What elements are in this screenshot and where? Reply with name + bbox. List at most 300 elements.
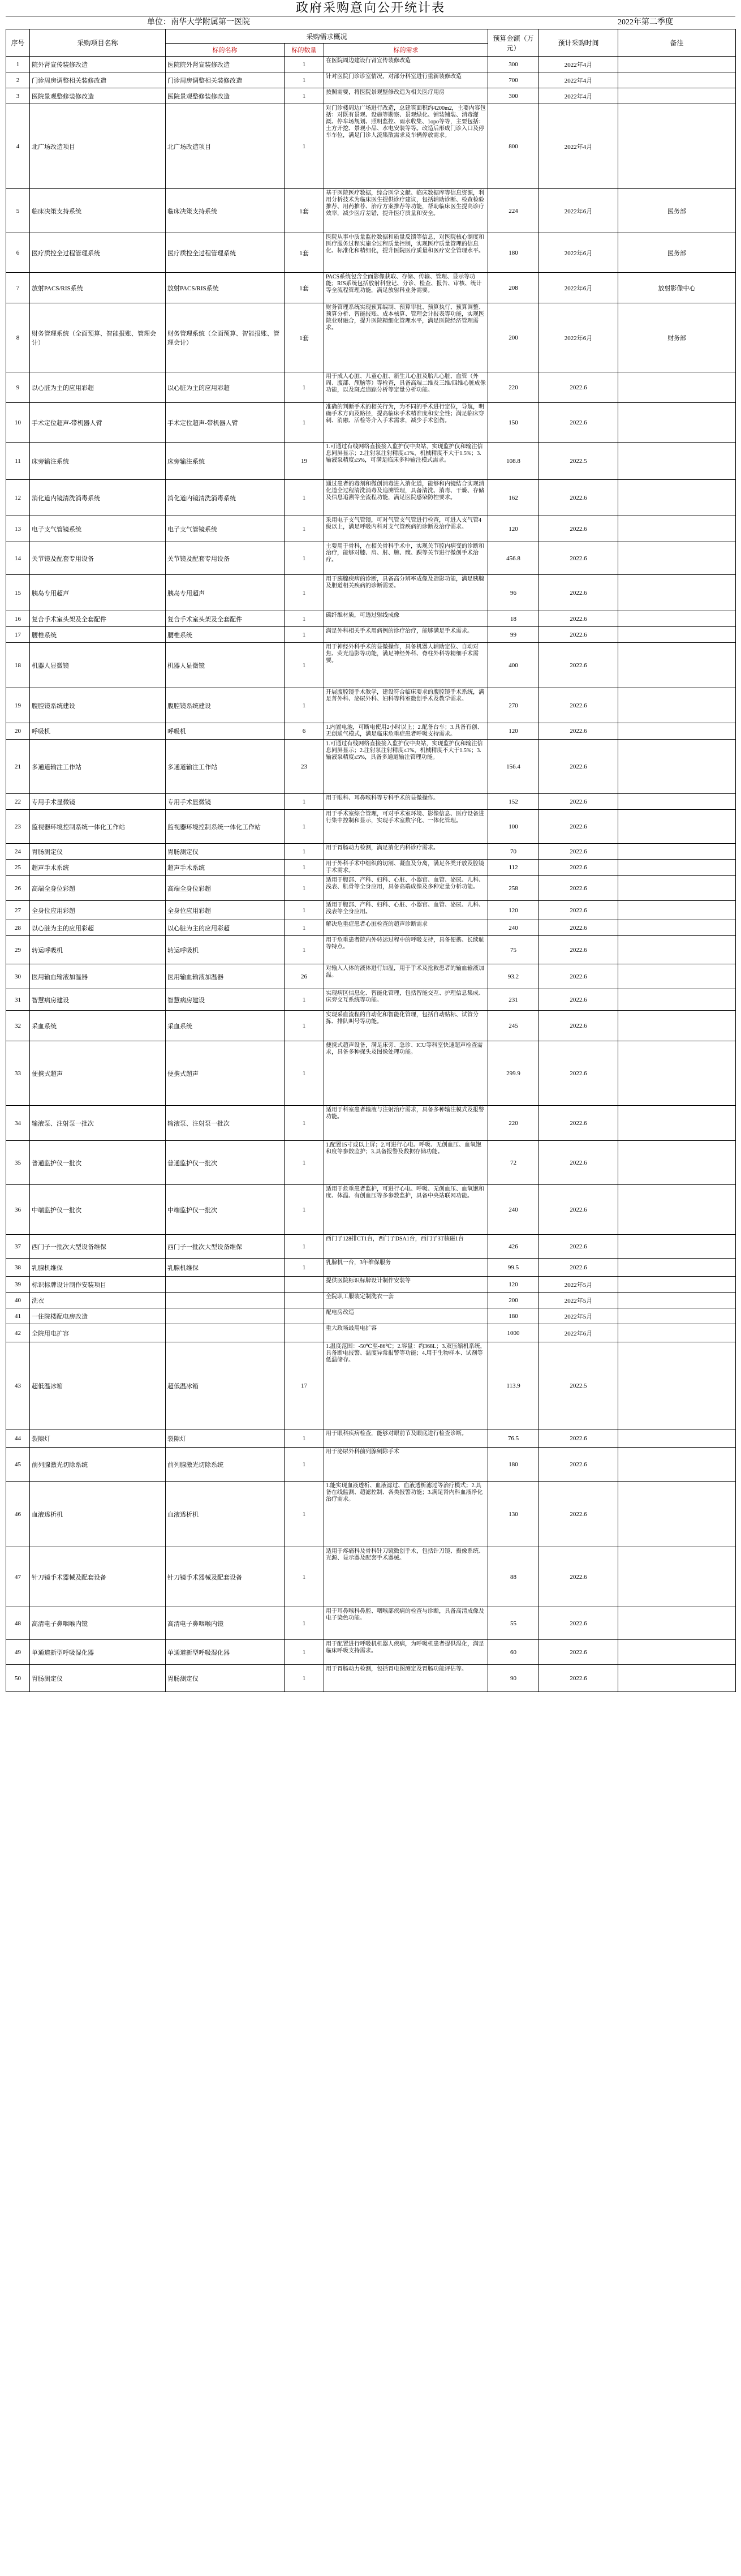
budget-amount: 108.8 bbox=[488, 443, 539, 480]
project-name: 胰岛专用超声 bbox=[30, 575, 166, 611]
project-name: 医院景观整修装修改造 bbox=[30, 88, 166, 104]
budget-amount: 18 bbox=[488, 611, 539, 627]
table-row bbox=[6, 104, 736, 189]
target-demand: 在医院周边建设行肾宣传装修改造 bbox=[324, 57, 488, 72]
remark bbox=[618, 1547, 736, 1607]
remark bbox=[618, 627, 736, 643]
target-quantity: 1 bbox=[285, 794, 324, 810]
budget-amount: 180 bbox=[488, 233, 539, 273]
target-name: 医院院外肾宣装修改造 bbox=[166, 57, 285, 72]
target-demand: 通过患者的毒剂和微创消毒进入消化道，能够和内镜结合实现消化道全过程清洗消毒及追溯管理，具备清洗、消毒、干燥、存储及信息追溯等全流程功能，满足医院感染防控要求。 bbox=[324, 480, 488, 516]
table-row bbox=[6, 542, 736, 575]
table-row bbox=[6, 72, 736, 88]
target-quantity: 17 bbox=[285, 1342, 324, 1429]
target-name: 乳腺机维保 bbox=[166, 1259, 285, 1277]
target-demand: 财务管理系统实现预算编制、预算审批、预算执行、预算调整、预算分析、智能报账、成本核算、管理会计报表等功能，实现医院业财融合，提升医院精细化管理水平，满足医院经济管理需求。 bbox=[324, 303, 488, 372]
target-quantity: 1 bbox=[285, 1106, 324, 1141]
target-quantity: 1 bbox=[285, 1185, 324, 1235]
remark bbox=[618, 1277, 736, 1293]
procurement-time: 2022.6 bbox=[539, 1259, 618, 1277]
target-demand: 满足外科相关手术用病例的诊疗治疗，能够满足手术需求。 bbox=[324, 627, 488, 643]
project-name: 以心脏为主的应用彩超 bbox=[30, 920, 166, 936]
budget-amount: 96 bbox=[488, 575, 539, 611]
target-name: 财务管理系统（全面预算、智能报账、管理会计） bbox=[166, 303, 285, 372]
target-demand: 实现病区信息化、智能化管理，包括智能交互、护理信息集成、床旁交互系统等功能。 bbox=[324, 989, 488, 1011]
row-number: 24 bbox=[6, 844, 30, 860]
target-quantity: 1 bbox=[285, 542, 324, 575]
project-name: 医用输血输液加温器 bbox=[30, 964, 166, 989]
unit-line bbox=[147, 16, 250, 29]
procurement-time: 2022.6 bbox=[539, 575, 618, 611]
target-name: 胰岛专用超声 bbox=[166, 575, 285, 611]
remark bbox=[618, 740, 736, 794]
remark bbox=[618, 643, 736, 688]
remark bbox=[618, 1011, 736, 1041]
target-quantity: 1 bbox=[285, 1259, 324, 1277]
procurement-time: 2022.6 bbox=[539, 1141, 618, 1185]
table-row bbox=[6, 1277, 736, 1293]
row-number: 34 bbox=[6, 1106, 30, 1141]
target-quantity: 1 bbox=[285, 688, 324, 723]
project-name: 单通道新型呼吸湿化器 bbox=[30, 1640, 166, 1665]
target-quantity bbox=[285, 1324, 324, 1342]
table-row bbox=[6, 575, 736, 611]
header-target-qty: 标的数量 bbox=[285, 44, 324, 57]
target-quantity: 1 bbox=[285, 57, 324, 72]
row-number: 18 bbox=[6, 643, 30, 688]
target-quantity: 1 bbox=[285, 403, 324, 443]
target-name: 单通道新型呼吸湿化器 bbox=[166, 1640, 285, 1665]
target-demand: 碳纤维材质，可透过射线成像 bbox=[324, 611, 488, 627]
target-demand: 实现采血流程的自动化和智能化管理，包括自动贴标、试管分拣、排队叫号等功能。 bbox=[324, 1011, 488, 1041]
budget-amount: 240 bbox=[488, 1185, 539, 1235]
remark bbox=[618, 920, 736, 936]
target-demand: 针对医院门诊诊室情况，对部分科室进行重新装修改造 bbox=[324, 72, 488, 88]
procurement-time: 2022年6月 bbox=[539, 1324, 618, 1342]
row-number: 27 bbox=[6, 901, 30, 920]
project-name: 高端全身位彩超 bbox=[30, 876, 166, 901]
target-name bbox=[166, 1293, 285, 1308]
target-name: 以心脏为主的应用彩超 bbox=[166, 372, 285, 403]
row-number: 39 bbox=[6, 1277, 30, 1293]
procurement-time: 2022.6 bbox=[539, 876, 618, 901]
row-number: 19 bbox=[6, 688, 30, 723]
budget-amount: 300 bbox=[488, 88, 539, 104]
procurement-time: 2022年4月 bbox=[539, 57, 618, 72]
procurement-time: 2022.6 bbox=[539, 372, 618, 403]
target-demand: 乳腺机一台，3年维保服务 bbox=[324, 1259, 488, 1277]
row-number: 9 bbox=[6, 372, 30, 403]
target-demand: 采用电子支气管镜，可对气管支气管进行检查，可进入支气管4级以上，满足呼吸内科对支气管疾病的诊断及治疗需求。 bbox=[324, 516, 488, 542]
project-name: 转运呼吸机 bbox=[30, 936, 166, 964]
remark bbox=[618, 723, 736, 740]
table-row bbox=[6, 57, 736, 72]
target-demand: 用于配置进行呼吸机机器人疾病，为呼吸机患者提供湿化，满足临床呼吸支持需求。 bbox=[324, 1640, 488, 1665]
target-demand: 1.配置15寸或以上屏；2.可进行心电、呼吸、无创血压、血氧饱和度等参数监护；3.具备报警及数据存储功能。 bbox=[324, 1141, 488, 1185]
target-name: 裂隙灯 bbox=[166, 1429, 285, 1448]
target-demand: 全院职工服装定制洗衣一套 bbox=[324, 1293, 488, 1308]
budget-amount: 112 bbox=[488, 860, 539, 876]
project-name: 全院用电扩容 bbox=[30, 1324, 166, 1342]
budget-amount: 1000 bbox=[488, 1324, 539, 1342]
remark bbox=[618, 1259, 736, 1277]
target-name: 转运呼吸机 bbox=[166, 936, 285, 964]
target-demand: 用于胃肠动力检测，包括胃电图测定及胃肠功能评估等。 bbox=[324, 1665, 488, 1692]
table-row bbox=[6, 303, 736, 372]
budget-amount: 800 bbox=[488, 104, 539, 189]
budget-amount: 130 bbox=[488, 1482, 539, 1547]
subheader bbox=[6, 16, 735, 29]
project-name: 放射PACS/RIS系统 bbox=[30, 273, 166, 303]
table-row bbox=[6, 88, 736, 104]
table-row bbox=[6, 920, 736, 936]
period-label: 2022年第二季度 bbox=[618, 18, 673, 27]
project-name: 消化道内镜清洗消毒系统 bbox=[30, 480, 166, 516]
procurement-time: 2022.6 bbox=[539, 643, 618, 688]
target-name: 床旁输注系统 bbox=[166, 443, 285, 480]
remark bbox=[618, 575, 736, 611]
remark bbox=[618, 1293, 736, 1308]
row-number: 42 bbox=[6, 1324, 30, 1342]
procurement-time: 2022.6 bbox=[539, 810, 618, 844]
project-name: 智慧病房建设 bbox=[30, 989, 166, 1011]
target-name: 腹腔镜系统建设 bbox=[166, 688, 285, 723]
budget-amount: 120 bbox=[488, 723, 539, 740]
remark bbox=[618, 104, 736, 189]
budget-amount: 240 bbox=[488, 920, 539, 936]
header-time: 预计采购时间 bbox=[539, 29, 618, 57]
table-row bbox=[6, 1607, 736, 1640]
procurement-time: 2022.6 bbox=[539, 1106, 618, 1141]
budget-amount: 75 bbox=[488, 936, 539, 964]
row-number: 40 bbox=[6, 1293, 30, 1308]
table-row bbox=[6, 1448, 736, 1482]
target-quantity: 1 bbox=[285, 1041, 324, 1106]
remark bbox=[618, 443, 736, 480]
row-number: 1 bbox=[6, 57, 30, 72]
target-quantity bbox=[285, 1277, 324, 1293]
row-number: 32 bbox=[6, 1011, 30, 1041]
project-name: 针刀镜手术器械及配套设备 bbox=[30, 1547, 166, 1607]
row-number: 17 bbox=[6, 627, 30, 643]
table-row bbox=[6, 1482, 736, 1547]
procurement-time: 2022.6 bbox=[539, 964, 618, 989]
target-name: 腰椎系统 bbox=[166, 627, 285, 643]
row-number: 44 bbox=[6, 1429, 30, 1448]
row-number: 37 bbox=[6, 1235, 30, 1259]
table-row bbox=[6, 233, 736, 273]
budget-amount: 120 bbox=[488, 516, 539, 542]
remark bbox=[618, 1665, 736, 1692]
target-quantity: 1 bbox=[285, 575, 324, 611]
budget-amount: 299.9 bbox=[488, 1041, 539, 1106]
target-demand: 用于胰腺疾病的诊断，具备高分辨率成像及造影功能，满足胰腺及胆道相关疾病的诊断需要。 bbox=[324, 575, 488, 611]
target-name: 临床决策支持系统 bbox=[166, 189, 285, 233]
project-name: 以心脏为主的应用彩超 bbox=[30, 372, 166, 403]
unit-name: 南华大学附属第一医院 bbox=[171, 18, 250, 27]
target-name: 便携式超声 bbox=[166, 1041, 285, 1106]
target-quantity: 1 bbox=[285, 1429, 324, 1448]
remark bbox=[618, 1640, 736, 1665]
project-name: 中端监护仪一批次 bbox=[30, 1185, 166, 1235]
project-name: 机器人显微镜 bbox=[30, 643, 166, 688]
budget-amount: 156.4 bbox=[488, 740, 539, 794]
procurement-time: 2022.6 bbox=[539, 516, 618, 542]
budget-amount: 426 bbox=[488, 1235, 539, 1259]
project-name: 呼吸机 bbox=[30, 723, 166, 740]
procurement-time: 2022.6 bbox=[539, 844, 618, 860]
procurement-time: 2022.6 bbox=[539, 1429, 618, 1448]
remark bbox=[618, 860, 736, 876]
table-row bbox=[6, 936, 736, 964]
remark bbox=[618, 1141, 736, 1185]
procurement-time: 2022年5月 bbox=[539, 1293, 618, 1308]
project-name: 院外肾宣传装修改造 bbox=[30, 57, 166, 72]
target-name: 胃肠测定仪 bbox=[166, 1665, 285, 1692]
target-name: 普通监护仪一批次 bbox=[166, 1141, 285, 1185]
project-name: 北广场改造项目 bbox=[30, 104, 166, 189]
procurement-time: 2022年4月 bbox=[539, 72, 618, 88]
target-name: 电子支气管镜系统 bbox=[166, 516, 285, 542]
target-quantity: 1 bbox=[285, 611, 324, 627]
unit-label: 单位： bbox=[147, 18, 171, 27]
target-demand: 配电房改造 bbox=[324, 1308, 488, 1324]
procurement-time: 2022.6 bbox=[539, 611, 618, 627]
row-number: 22 bbox=[6, 794, 30, 810]
procurement-time: 2022年5月 bbox=[539, 1308, 618, 1324]
target-demand: 西门子128排CT1台，西门子DSA1台，西门子3T核磁1台 bbox=[324, 1235, 488, 1259]
target-quantity: 1套 bbox=[285, 303, 324, 372]
target-quantity: 1 bbox=[285, 72, 324, 88]
target-name: 西门子一批次大型设备维保 bbox=[166, 1235, 285, 1259]
target-name: 多通道输注工作站 bbox=[166, 740, 285, 794]
target-name: 输液泵、注射泵一批次 bbox=[166, 1106, 285, 1141]
target-demand: 适用于危重患者监护，可进行心电、呼吸、无创血压、血氧饱和度、体温、有创血压等多参数监护，具备中央站联网功能。 bbox=[324, 1185, 488, 1235]
procurement-time: 2022.6 bbox=[539, 936, 618, 964]
remark bbox=[618, 989, 736, 1011]
target-name: 关节镜及配套专用设备 bbox=[166, 542, 285, 575]
budget-amount: 224 bbox=[488, 189, 539, 233]
row-number: 14 bbox=[6, 542, 30, 575]
row-number: 30 bbox=[6, 964, 30, 989]
target-quantity: 1 bbox=[285, 844, 324, 860]
procurement-time: 2022年4月 bbox=[539, 88, 618, 104]
target-quantity: 1 bbox=[285, 372, 324, 403]
table-row bbox=[6, 901, 736, 920]
procurement-time: 2022年6月 bbox=[539, 189, 618, 233]
budget-amount: 258 bbox=[488, 876, 539, 901]
row-number: 38 bbox=[6, 1259, 30, 1277]
remark bbox=[618, 372, 736, 403]
target-demand: 1.可通过有线网络直接接入监护仪中央站，实现监护仪和输注信息同屏显示；2.注射泵注射精度≤1%，机械精度不大于1.5%；3.输液泵精度≤5%，具备多通道输注管理功能。 bbox=[324, 740, 488, 794]
remark bbox=[618, 688, 736, 723]
project-name: 前列腺激光切除系统 bbox=[30, 1448, 166, 1482]
remark bbox=[618, 72, 736, 88]
target-name: 消化道内镜清洗消毒系统 bbox=[166, 480, 285, 516]
target-demand: 1.温度范围：-50℃至-86℃；2.容量：约368L；3.双压缩机系统，具备断电报警、温度异常报警等功能；4.用于生物样本、试剂等低温储存。 bbox=[324, 1342, 488, 1429]
table-row bbox=[6, 1429, 736, 1448]
project-name: 标识标牌设计制作安装项目 bbox=[30, 1277, 166, 1293]
procurement-time: 2022.6 bbox=[539, 1185, 618, 1235]
table-row bbox=[6, 723, 736, 740]
row-number: 21 bbox=[6, 740, 30, 794]
target-quantity: 1 bbox=[285, 936, 324, 964]
row-number: 41 bbox=[6, 1308, 30, 1324]
target-demand: 基于医院医疗数据，综合医学文献、临床数据库等信息资源，利用分析技术为临床医生提供诊疗建议，包括辅助诊断、检查检验推荐、用药推荐、治疗方案推荐等功能，帮助临床医生提高诊疗效率，减少医疗差错，提升医疗质量和安全。 bbox=[324, 189, 488, 233]
target-demand: 主要用于骨科，在相关骨科手术中，实现关节腔内病变的诊断和治疗，能够对膝、肩、肘、腕、髋、踝等关节进行微创手术治疗。 bbox=[324, 542, 488, 575]
procurement-time: 2022.6 bbox=[539, 794, 618, 810]
budget-amount: 270 bbox=[488, 688, 539, 723]
table-row bbox=[6, 740, 736, 794]
target-quantity: 1 bbox=[285, 627, 324, 643]
target-quantity: 26 bbox=[285, 964, 324, 989]
table-row bbox=[6, 1185, 736, 1235]
table-row bbox=[6, 876, 736, 901]
procurement-time: 2022.6 bbox=[539, 1640, 618, 1665]
row-number: 11 bbox=[6, 443, 30, 480]
remark bbox=[618, 901, 736, 920]
target-name: 医用输血输液加温器 bbox=[166, 964, 285, 989]
row-number: 47 bbox=[6, 1547, 30, 1607]
remark bbox=[618, 964, 736, 989]
target-demand: 用于胃肠动力检测，满足消化内科诊疗需求。 bbox=[324, 844, 488, 860]
remark: 放射影像中心 bbox=[618, 273, 736, 303]
table-row bbox=[6, 611, 736, 627]
row-number: 12 bbox=[6, 480, 30, 516]
procurement-time: 2022.6 bbox=[539, 723, 618, 740]
target-demand: 适用于腹部、产科、妇科、心脏、小器官、血管、泌尿、儿科、浅表等全身应用。 bbox=[324, 901, 488, 920]
remark bbox=[618, 1308, 736, 1324]
target-quantity: 1套 bbox=[285, 233, 324, 273]
budget-amount: 162 bbox=[488, 480, 539, 516]
target-name: 北广场改造项目 bbox=[166, 104, 285, 189]
procurement-time: 2022.6 bbox=[539, 1041, 618, 1106]
remark bbox=[618, 1607, 736, 1640]
procurement-time: 2022.6 bbox=[539, 480, 618, 516]
row-number: 4 bbox=[6, 104, 30, 189]
project-name: 门诊周房调整相关装修改造 bbox=[30, 72, 166, 88]
target-name: 机器人显微镜 bbox=[166, 643, 285, 688]
target-name: 高清电子鼻咽喉内镜 bbox=[166, 1607, 285, 1640]
target-demand: 用于泌尿外科前列腺剜除手术 bbox=[324, 1448, 488, 1482]
remark bbox=[618, 844, 736, 860]
table-row bbox=[6, 989, 736, 1011]
target-name: 以心脏为主的应用彩超 bbox=[166, 920, 285, 936]
budget-amount: 245 bbox=[488, 1011, 539, 1041]
target-demand: 开展腹腔镜手术教学，建设符合临床要求的腹腔镜手术系统，满足普外科、泌尿外科、妇科等科室微创手术及教学需求。 bbox=[324, 688, 488, 723]
table-row bbox=[6, 860, 736, 876]
target-name: 血液透析机 bbox=[166, 1482, 285, 1547]
target-name: 胃肠测定仪 bbox=[166, 844, 285, 860]
project-name: 胃肠测定仪 bbox=[30, 844, 166, 860]
target-quantity: 1套 bbox=[285, 273, 324, 303]
target-demand: 便携式超声设备，满足床旁、急诊、ICU等科室快速超声检查需求，具备多种探头及图像处理功能。 bbox=[324, 1041, 488, 1106]
procurement-time: 2022年4月 bbox=[539, 104, 618, 189]
target-demand: 用于耳鼻喉科鼻腔、咽喉部疾病的检查与诊断，具备高清成像及电子染色功能。 bbox=[324, 1607, 488, 1640]
budget-amount: 60 bbox=[488, 1640, 539, 1665]
procurement-time: 2022.6 bbox=[539, 740, 618, 794]
project-name: 一住院楼配电房改造 bbox=[30, 1308, 166, 1324]
table-row bbox=[6, 189, 736, 233]
row-number: 8 bbox=[6, 303, 30, 372]
table-body bbox=[6, 57, 736, 1692]
table-row bbox=[6, 1141, 736, 1185]
target-name bbox=[166, 1324, 285, 1342]
table-row bbox=[6, 1041, 736, 1106]
budget-amount: 90 bbox=[488, 1665, 539, 1692]
target-quantity: 1套 bbox=[285, 189, 324, 233]
row-number: 33 bbox=[6, 1041, 30, 1106]
row-number: 23 bbox=[6, 810, 30, 844]
target-name: 手术定位超声-带机器人臂 bbox=[166, 403, 285, 443]
project-name: 胃肠测定仪 bbox=[30, 1665, 166, 1692]
budget-amount: 113.9 bbox=[488, 1342, 539, 1429]
project-name: 腹腔镜系统建设 bbox=[30, 688, 166, 723]
table-row bbox=[6, 1235, 736, 1259]
procurement-time: 2022.6 bbox=[539, 1011, 618, 1041]
target-name: 智慧病房建设 bbox=[166, 989, 285, 1011]
target-quantity: 6 bbox=[285, 723, 324, 740]
target-quantity: 1 bbox=[285, 104, 324, 189]
budget-amount: 88 bbox=[488, 1547, 539, 1607]
target-quantity: 23 bbox=[285, 740, 324, 794]
target-demand: 1.可通过有线网络直接接入监护仪中央站，实现监护仪和输注信息同屏显示；2.注射泵注射精度≤1%，机械精度不大于1.5%；3.输液泵精度≤5%，可满足临床多种输注模式需求。 bbox=[324, 443, 488, 480]
header-target-name: 标的名称 bbox=[166, 44, 285, 57]
target-quantity: 1 bbox=[285, 989, 324, 1011]
target-quantity: 1 bbox=[285, 920, 324, 936]
procurement-time: 2022.6 bbox=[539, 920, 618, 936]
table-row bbox=[6, 1011, 736, 1041]
target-demand: 用于眼科疾病检查，能够对眼前节及眼底进行检查诊断。 bbox=[324, 1429, 488, 1448]
procurement-time: 2022年5月 bbox=[539, 1277, 618, 1293]
budget-amount: 99 bbox=[488, 627, 539, 643]
target-demand: PACS系统包含全面影像获取、存储、传输、管理、显示等功能；RIS系统包括放射科登记、分诊、检查、报告、审核、统计等全流程管理功能，满足放射科业务需要。 bbox=[324, 273, 488, 303]
project-name: 超低温冰箱 bbox=[30, 1342, 166, 1429]
procurement-time: 2022.6 bbox=[539, 403, 618, 443]
row-number: 6 bbox=[6, 233, 30, 273]
table-row bbox=[6, 844, 736, 860]
project-name: 高清电子鼻咽喉内镜 bbox=[30, 1607, 166, 1640]
row-number: 25 bbox=[6, 860, 30, 876]
procurement-time: 2022.5 bbox=[539, 443, 618, 480]
budget-amount: 180 bbox=[488, 1308, 539, 1324]
project-name: 手术定位超声-带机器人臂 bbox=[30, 403, 166, 443]
target-name bbox=[166, 1277, 285, 1293]
project-name: 监视器环境控制系统一体化工作站 bbox=[30, 810, 166, 844]
target-name: 复合手术室头架及全套配件 bbox=[166, 611, 285, 627]
remark bbox=[618, 936, 736, 964]
target-quantity: 1 bbox=[285, 876, 324, 901]
project-name: 裂隙灯 bbox=[30, 1429, 166, 1448]
procurement-time: 2022年6月 bbox=[539, 233, 618, 273]
budget-amount: 200 bbox=[488, 1293, 539, 1308]
row-number: 20 bbox=[6, 723, 30, 740]
row-number: 7 bbox=[6, 273, 30, 303]
target-quantity: 1 bbox=[285, 643, 324, 688]
table-row bbox=[6, 1259, 736, 1277]
row-number: 49 bbox=[6, 1640, 30, 1665]
target-demand: 提供医院标识标牌设计制作安装等 bbox=[324, 1277, 488, 1293]
procurement-table bbox=[6, 29, 736, 1692]
budget-amount: 99.5 bbox=[488, 1259, 539, 1277]
procurement-time: 2022.6 bbox=[539, 989, 618, 1011]
remark bbox=[618, 1041, 736, 1106]
procurement-time: 2022.5 bbox=[539, 1342, 618, 1429]
target-demand: 对输入人体的液体进行加温，用于手术及抢救患者的输血输液加温。 bbox=[324, 964, 488, 989]
target-name: 全身位应用彩超 bbox=[166, 901, 285, 920]
budget-amount: 231 bbox=[488, 989, 539, 1011]
project-name: 专用手术显微镜 bbox=[30, 794, 166, 810]
